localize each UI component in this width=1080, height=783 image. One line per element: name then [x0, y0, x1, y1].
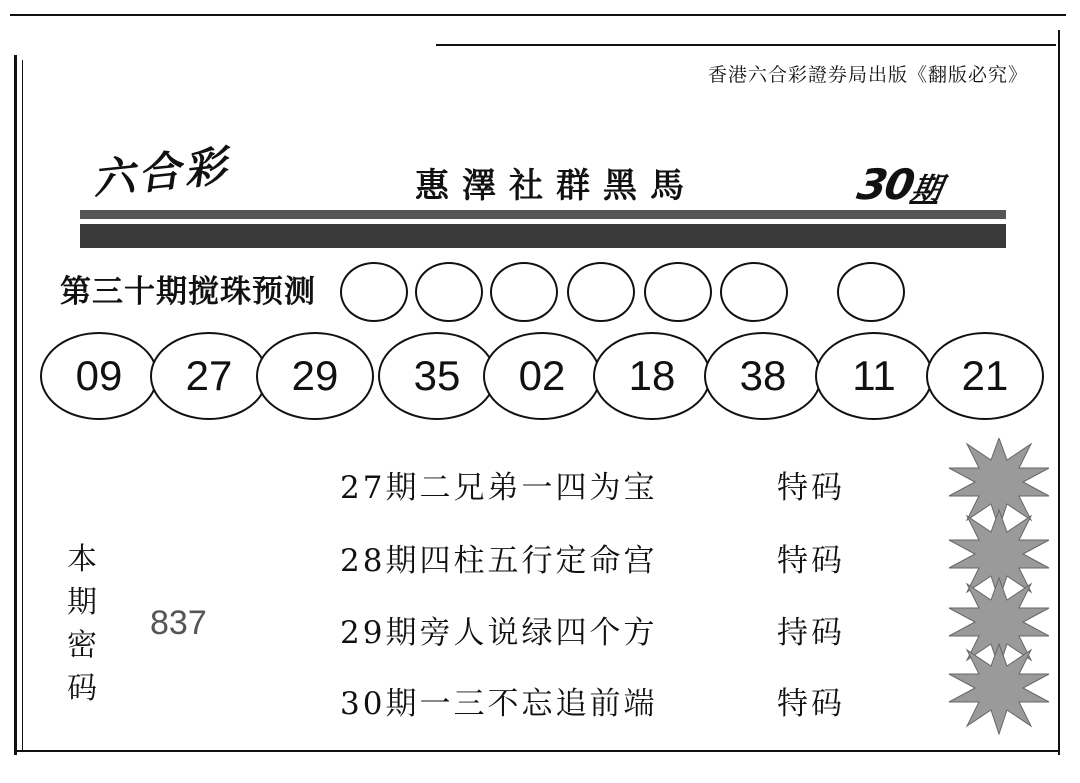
empty-ball: [720, 262, 788, 322]
number-ball: 02: [483, 332, 601, 420]
number-ball: 27: [150, 332, 268, 420]
hint-line-tag: 持码: [777, 615, 845, 651]
secret-label-char: 码: [67, 671, 97, 706]
secret-label-char: 期: [67, 585, 97, 620]
header-band-thin: [80, 210, 1006, 219]
secret-code: 837: [150, 604, 207, 642]
prediction-label: 第三十期搅珠预测: [60, 274, 316, 310]
empty-ball: [340, 262, 408, 322]
number-ball: 18: [593, 332, 711, 420]
secret-label-char: 本: [67, 542, 97, 577]
brand-logo-text: 六合彩: [90, 140, 233, 205]
number-ball: 21: [926, 332, 1044, 420]
issue-suffix: 期: [908, 172, 943, 207]
issue-number: 30: [853, 160, 917, 209]
hint-line-text: 30期一三不忘追前端: [340, 686, 658, 722]
frame-bottom-line: [14, 750, 1060, 752]
empty-ball-special: [837, 262, 905, 322]
empty-ball: [567, 262, 635, 322]
number-ball: 09: [40, 332, 158, 420]
empty-ball: [415, 262, 483, 322]
frame-right-line: [1058, 30, 1060, 755]
starburst-decoration: [945, 438, 1053, 738]
starburst-icon: [949, 644, 1049, 734]
number-ball: 29: [256, 332, 374, 420]
frame-inner-left-line: [22, 60, 23, 750]
hint-line-tag: 特码: [777, 470, 845, 506]
number-ball: 35: [378, 332, 496, 420]
header-band-thick: [80, 224, 1006, 248]
hint-line-text: 27期二兄弟一四为宝: [340, 470, 658, 506]
number-ball: 11: [815, 332, 933, 420]
number-ball: 38: [704, 332, 822, 420]
publisher-text: 香港六合彩證券局出版《翻版必究》: [707, 64, 1028, 86]
hint-line-tag: 特码: [777, 686, 845, 722]
empty-ball: [644, 262, 712, 322]
frame-top-line: [10, 14, 1066, 16]
header-rule: [436, 44, 1056, 46]
frame-left-line: [14, 55, 17, 755]
issue-badge: [854, 160, 945, 209]
page-title: 惠澤社群黑馬: [415, 166, 697, 206]
hint-line-text: 29期旁人说绿四个方: [340, 615, 658, 651]
empty-ball: [490, 262, 558, 322]
hint-line-tag: 特码: [777, 543, 845, 579]
hint-line-text: 28期四柱五行定命宫: [340, 543, 658, 579]
secret-label-char: 密: [67, 628, 97, 663]
secret-label: [64, 538, 100, 710]
